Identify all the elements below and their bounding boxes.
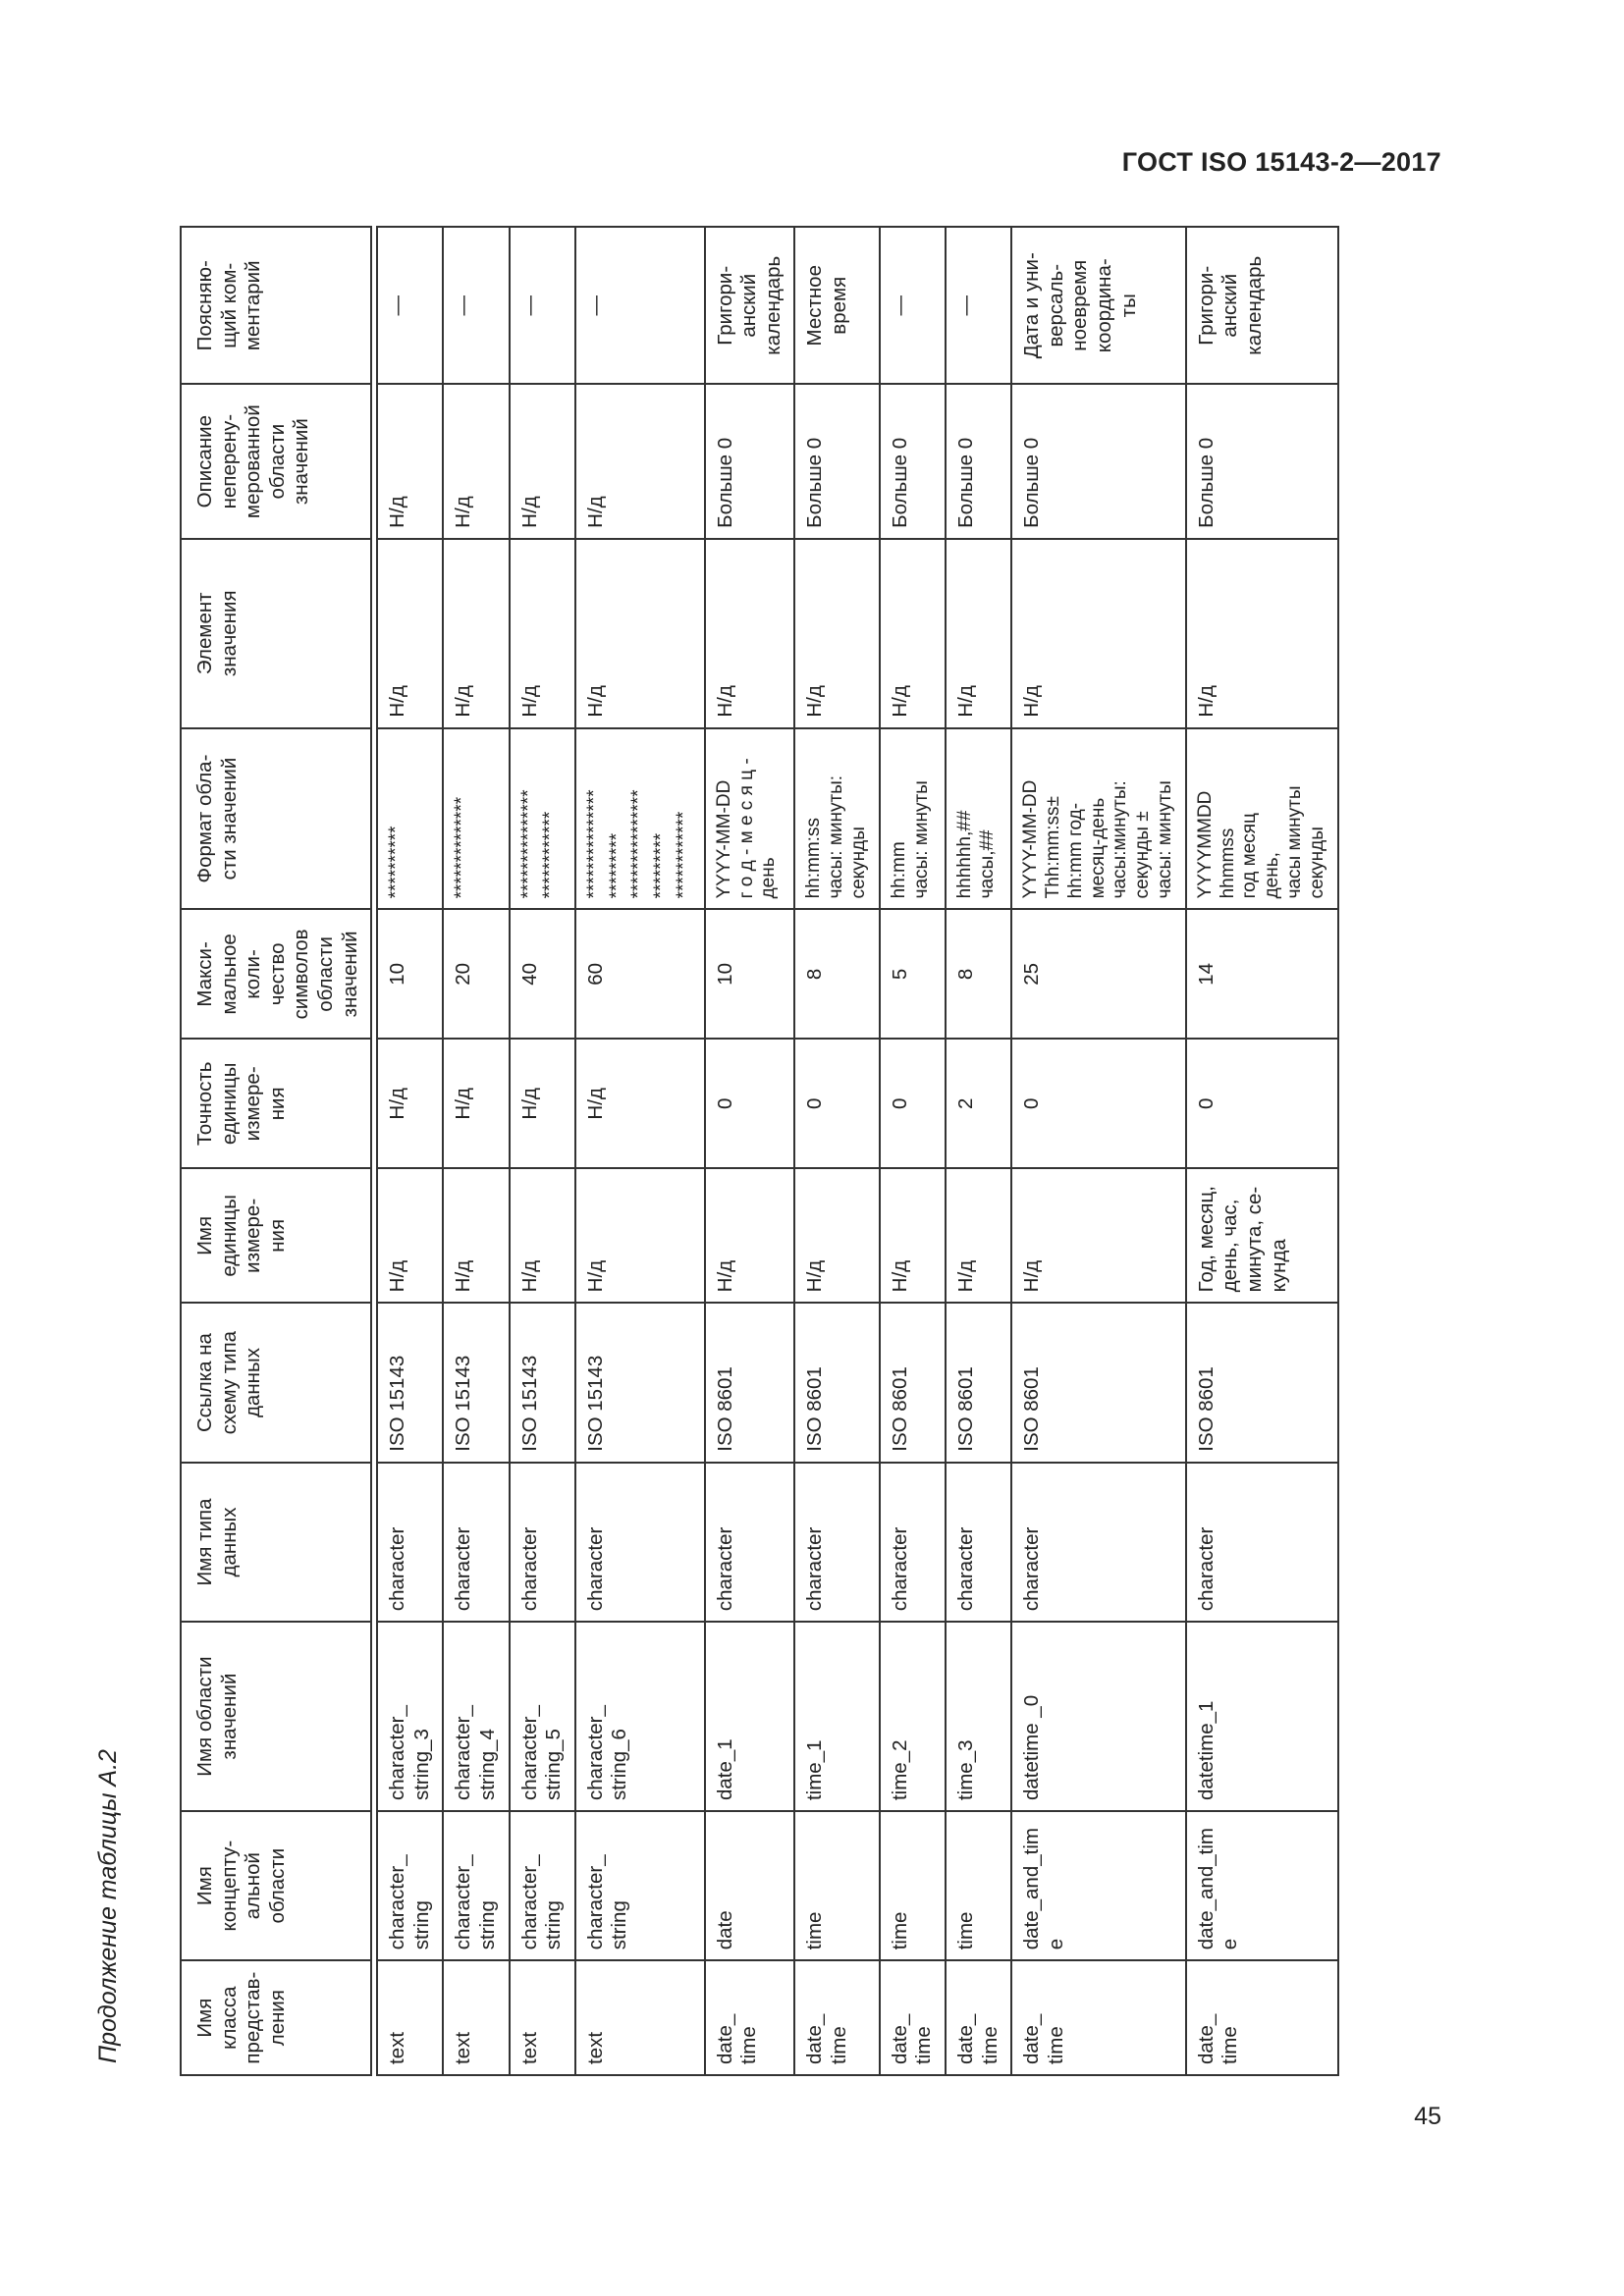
- cell-description: Н/д: [377, 384, 443, 538]
- cell-description: Н/д: [443, 384, 509, 538]
- cell-max: 8: [946, 909, 1011, 1039]
- cell-type: character: [705, 1463, 795, 1622]
- cell-concept: date: [705, 1811, 795, 1960]
- cell-precision: 2: [946, 1039, 1011, 1168]
- cell-unit: Н/д: [705, 1168, 795, 1303]
- cell-element: Н/д: [377, 539, 443, 728]
- cell-class-name: date_ time: [880, 1960, 946, 2075]
- col-header-max: Макси- мальное коли- чество символов области значений: [181, 909, 371, 1039]
- col-header-type: Имя типа данных: [181, 1463, 371, 1622]
- cell-class-name: text: [575, 1960, 705, 2075]
- cell-element: Н/д: [946, 539, 1011, 728]
- table-row: [443, 227, 509, 2075]
- cell-concept: date_and_time: [1011, 1811, 1186, 1960]
- cell-ref: ISO 15143: [510, 1303, 575, 1462]
- cell-precision: 0: [794, 1039, 879, 1168]
- cell-type: character: [1011, 1463, 1186, 1622]
- table-row: [575, 227, 705, 2075]
- cell-description: Больше 0: [705, 384, 795, 538]
- cell-max: 10: [377, 909, 443, 1039]
- col-header-unit: Имя единицы измере- ния: [181, 1168, 371, 1303]
- cell-precision: Н/д: [575, 1039, 705, 1168]
- cell-precision: Н/д: [443, 1039, 509, 1168]
- cell-description: Н/д: [510, 384, 575, 538]
- col-header-format: Формат обла- сти значений: [181, 728, 371, 910]
- cell-concept: character_ string: [510, 1811, 575, 1960]
- cell-element: Н/д: [880, 539, 946, 728]
- cell-class-name: date_ time: [1011, 1960, 1186, 2075]
- cell-ref: ISO 8601: [1186, 1303, 1338, 1462]
- cell-precision: 0: [705, 1039, 795, 1168]
- table-row: [377, 227, 443, 2075]
- cell-concept: character_ string: [377, 1811, 443, 1960]
- cell-precision: Н/д: [377, 1039, 443, 1168]
- cell-ref: ISO 8601: [1011, 1303, 1186, 1462]
- cell-concept: date_and_time: [1186, 1811, 1338, 1960]
- cell-domain: character_ string_5: [510, 1622, 575, 1811]
- cell-element: Н/д: [510, 539, 575, 728]
- cell-element: Н/д: [794, 539, 879, 728]
- cell-unit: Н/д: [880, 1168, 946, 1303]
- cell-class-name: text: [443, 1960, 509, 2075]
- cell-format: **************: [443, 728, 509, 910]
- table-row: [510, 227, 575, 2075]
- table-row: [794, 227, 879, 2075]
- cell-description: Больше 0: [794, 384, 879, 538]
- cell-description: Больше 0: [880, 384, 946, 538]
- cell-max: 20: [443, 909, 509, 1039]
- cell-type: character: [575, 1463, 705, 1622]
- cell-max: 40: [510, 909, 575, 1039]
- cell-max: 5: [880, 909, 946, 1039]
- cell-max: 10: [705, 909, 795, 1039]
- table-row: [880, 227, 946, 2075]
- cell-concept: character_ string: [575, 1811, 705, 1960]
- table-row: [705, 227, 795, 2075]
- cell-element: Н/д: [1186, 539, 1338, 728]
- col-header-ref: Ссылка на схему типа данных: [181, 1303, 371, 1462]
- cell-unit: Н/д: [510, 1168, 575, 1303]
- cell-format: *************** ************: [510, 728, 575, 910]
- cell-element: Н/д: [1011, 539, 1186, 728]
- cell-class-name: text: [510, 1960, 575, 2075]
- cell-class-name: date_ time: [946, 1960, 1011, 2075]
- cell-concept: character_ string: [443, 1811, 509, 1960]
- cell-domain: datetime_1: [1186, 1622, 1338, 1811]
- cell-precision: 0: [1011, 1039, 1186, 1168]
- table-row: [1011, 227, 1186, 2075]
- cell-description: Больше 0: [946, 384, 1011, 538]
- table-caption: Продолжение таблицы А.2: [94, 1749, 122, 2063]
- table-body: [377, 227, 1337, 2075]
- cell-format: YYYY-MM-DD Thh:mm:ss± hh:mm год- месяц-день часы:минуты: секунды ± часы: минуты: [1011, 728, 1186, 910]
- cell-type: character: [946, 1463, 1011, 1622]
- cell-domain: character_ string_4: [443, 1622, 509, 1811]
- col-header-domain: Имя области значений: [181, 1622, 371, 1811]
- cell-description: Больше 0: [1186, 384, 1338, 538]
- cell-unit: Н/д: [1011, 1168, 1186, 1303]
- cell-class-name: date_ time: [705, 1960, 795, 2075]
- cell-format: hh:mm:ss часы: минуты: секунды: [794, 728, 879, 910]
- cell-domain: time_3: [946, 1622, 1011, 1811]
- col-header-concept: Имя концепту- альной области: [181, 1811, 371, 1960]
- cell-domain: datetime _0: [1011, 1622, 1186, 1811]
- cell-unit: Н/д: [443, 1168, 509, 1303]
- cell-format: YYYYMMDD hhmmss год месяц день, часы минуты секунды: [1186, 728, 1338, 910]
- cell-class-name: date_ time: [794, 1960, 879, 2075]
- cell-note: —: [575, 227, 705, 384]
- cell-note: —: [946, 227, 1011, 384]
- page-number: 45: [1414, 2103, 1441, 2130]
- cell-note: —: [443, 227, 509, 384]
- cell-concept: time: [880, 1811, 946, 1960]
- cell-ref: ISO 15143: [575, 1303, 705, 1462]
- cell-ref: ISO 8601: [705, 1303, 795, 1462]
- cell-element: Н/д: [443, 539, 509, 728]
- col-header-class-name: Имя класса представ- ления: [181, 1960, 371, 2075]
- cell-max: 14: [1186, 909, 1338, 1039]
- cell-precision: 0: [880, 1039, 946, 1168]
- cell-concept: time: [794, 1811, 879, 1960]
- cell-element: Н/д: [705, 539, 795, 728]
- data-domains-table: [180, 226, 1339, 2076]
- cell-note: Дата и уни- версаль- ноевремя координа- ты: [1011, 227, 1186, 384]
- rotated-table-wrapper: [180, 226, 1402, 2076]
- cell-domain: time_2: [880, 1622, 946, 1811]
- cell-domain: time_1: [794, 1622, 879, 1811]
- cell-note: —: [510, 227, 575, 384]
- cell-note: Григори- анский календарь: [1186, 227, 1338, 384]
- cell-ref: ISO 15143: [377, 1303, 443, 1462]
- cell-ref: ISO 8601: [794, 1303, 879, 1462]
- cell-ref: ISO 8601: [880, 1303, 946, 1462]
- cell-ref: ISO 15143: [443, 1303, 509, 1462]
- cell-note: —: [880, 227, 946, 384]
- cell-precision: 0: [1186, 1039, 1338, 1168]
- cell-type: character: [377, 1463, 443, 1622]
- cell-precision: Н/д: [510, 1039, 575, 1168]
- standard-designation: ГОСТ ISO 15143-2—2017: [1121, 147, 1441, 177]
- col-header-note: Поясняю- щий ком- ментарий: [181, 227, 371, 384]
- cell-note: —: [377, 227, 443, 384]
- cell-element: Н/д: [575, 539, 705, 728]
- cell-concept: time: [946, 1811, 1011, 1960]
- cell-type: character: [880, 1463, 946, 1622]
- cell-unit: Н/д: [377, 1168, 443, 1303]
- cell-max: 60: [575, 909, 705, 1039]
- cell-unit: Н/д: [794, 1168, 879, 1303]
- cell-format: hhhhhh,## часы,##: [946, 728, 1011, 910]
- cell-type: character: [794, 1463, 879, 1622]
- cell-unit: Н/д: [946, 1168, 1011, 1303]
- table-row: [946, 227, 1011, 2075]
- table-row: [1186, 227, 1338, 2075]
- cell-ref: ISO 8601: [946, 1303, 1011, 1462]
- cell-format: hh:mm часы: минуты: [880, 728, 946, 910]
- cell-domain: date_1: [705, 1622, 795, 1811]
- cell-description: Больше 0: [1011, 384, 1186, 538]
- cell-format: **********: [377, 728, 443, 910]
- table-header-row: [181, 227, 371, 2075]
- cell-domain: character_ string_3: [377, 1622, 443, 1811]
- cell-unit: Год, месяц, день, час, минута, се- кунда: [1186, 1168, 1338, 1303]
- cell-type: character: [443, 1463, 509, 1622]
- cell-max: 25: [1011, 909, 1186, 1039]
- col-header-description: Описание неперену- мерованной области значений: [181, 384, 371, 538]
- cell-max: 8: [794, 909, 879, 1039]
- cell-domain: character_ string_6: [575, 1622, 705, 1811]
- col-header-element: Элемент значения: [181, 539, 371, 728]
- cell-format: YYYY-MM-DD г о д - м е с я ц - день: [705, 728, 795, 910]
- cell-note: Местное время: [794, 227, 879, 384]
- col-header-precision: Точность единицы измере- ния: [181, 1039, 371, 1168]
- cell-note: Григори- анский календарь: [705, 227, 795, 384]
- cell-description: Н/д: [575, 384, 705, 538]
- cell-unit: Н/д: [575, 1168, 705, 1303]
- cell-type: character: [1186, 1463, 1338, 1622]
- cell-class-name: text: [377, 1960, 443, 2075]
- cell-class-name: date_ time: [1186, 1960, 1338, 2075]
- cell-type: character: [510, 1463, 575, 1622]
- cell-format: *************** ********* *************** ********* ************: [575, 728, 705, 910]
